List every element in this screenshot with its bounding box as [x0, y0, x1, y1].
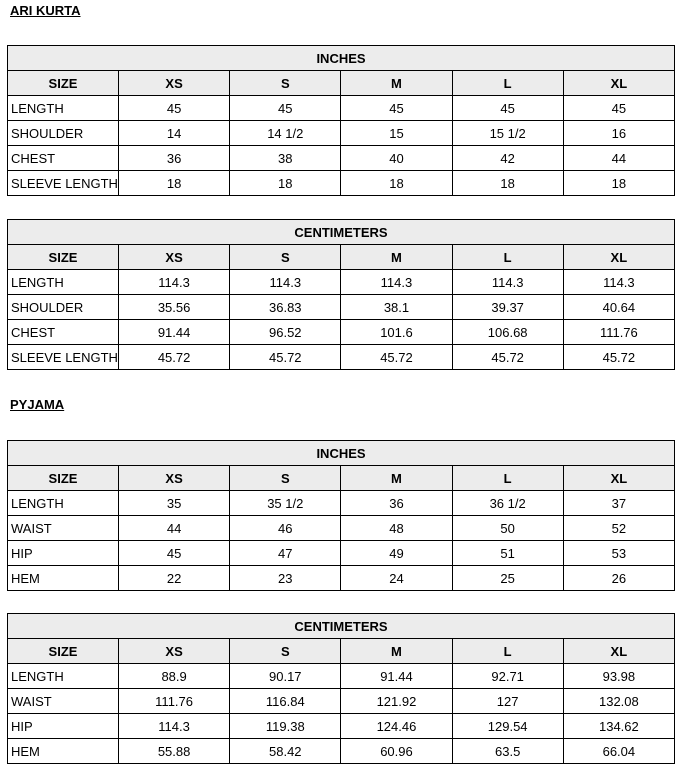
table-cell: 39.37 [452, 295, 563, 320]
table-cell: 45.72 [119, 345, 230, 370]
ari-kurta-inches-table [7, 45, 675, 196]
table-row [8, 566, 675, 591]
column-header-size: SIZE [8, 466, 119, 491]
table-cell: 36.83 [230, 295, 341, 320]
row-label: HEM [8, 739, 119, 764]
pyjama-inches-table [7, 440, 675, 591]
table-cell: 49 [341, 541, 452, 566]
column-header-l: L [452, 71, 563, 96]
table-cell: 18 [452, 171, 563, 196]
table-cell: 16 [563, 121, 674, 146]
table-cell: 55.88 [119, 739, 230, 764]
table-cell: 26 [563, 566, 674, 591]
table-cell: 121.92 [341, 689, 452, 714]
table-cell: 35.56 [119, 295, 230, 320]
table-cell: 134.62 [563, 714, 674, 739]
table-cell: 91.44 [341, 664, 452, 689]
unit-header: INCHES [8, 441, 675, 466]
table-cell: 66.04 [563, 739, 674, 764]
column-header-l: L [452, 639, 563, 664]
table-row [8, 345, 675, 370]
table-cell: 45 [119, 541, 230, 566]
table-cell: 132.08 [563, 689, 674, 714]
unit-header: CENTIMETERS [8, 220, 675, 245]
table-cell: 22 [119, 566, 230, 591]
row-label: LENGTH [8, 270, 119, 295]
column-header-xs: XS [119, 466, 230, 491]
table-cell: 45 [230, 96, 341, 121]
table-cell: 35 [119, 491, 230, 516]
column-header-xl: XL [563, 466, 674, 491]
table-cell: 45.72 [230, 345, 341, 370]
table-cell: 127 [452, 689, 563, 714]
table-cell: 40.64 [563, 295, 674, 320]
column-header-xs: XS [119, 245, 230, 270]
table-cell: 114.3 [341, 270, 452, 295]
table-cell: 48 [341, 516, 452, 541]
table-row [8, 96, 675, 121]
ari-kurta-centimeters-table [7, 219, 675, 370]
row-label: WAIST [8, 689, 119, 714]
column-header-l: L [452, 245, 563, 270]
row-label: HIP [8, 714, 119, 739]
table-cell: 53 [563, 541, 674, 566]
section-title-pyjama: PYJAMA [10, 397, 65, 412]
table-cell: 25 [452, 566, 563, 591]
row-label: SLEEVE LENGTH [8, 171, 119, 196]
column-header-xl: XL [563, 71, 674, 96]
column-header-m: M [341, 639, 452, 664]
table-row [8, 121, 675, 146]
column-header-xs: XS [119, 639, 230, 664]
table-row [8, 689, 675, 714]
row-label: LENGTH [8, 664, 119, 689]
table-cell: 23 [230, 566, 341, 591]
table-cell: 45 [563, 96, 674, 121]
table-cell: 50 [452, 516, 563, 541]
table-cell: 129.54 [452, 714, 563, 739]
table-cell: 52 [563, 516, 674, 541]
table-cell: 51 [452, 541, 563, 566]
row-label: SHOULDER [8, 295, 119, 320]
table-cell: 63.5 [452, 739, 563, 764]
table-cell: 18 [230, 171, 341, 196]
table-row [8, 541, 675, 566]
column-header-m: M [341, 245, 452, 270]
table-cell: 14 1/2 [230, 121, 341, 146]
table-cell: 24 [341, 566, 452, 591]
column-header-m: M [341, 71, 452, 96]
row-label: HIP [8, 541, 119, 566]
table-cell: 18 [341, 171, 452, 196]
table-row [8, 491, 675, 516]
table-cell: 46 [230, 516, 341, 541]
table-cell: 60.96 [341, 739, 452, 764]
unit-header: INCHES [8, 46, 675, 71]
column-header-xs: XS [119, 71, 230, 96]
row-label: WAIST [8, 516, 119, 541]
table-cell: 35 1/2 [230, 491, 341, 516]
table-cell: 90.17 [230, 664, 341, 689]
table-cell: 42 [452, 146, 563, 171]
table-row [8, 146, 675, 171]
table-cell: 45 [119, 96, 230, 121]
table-cell: 124.46 [341, 714, 452, 739]
column-header-s: S [230, 245, 341, 270]
unit-header: CENTIMETERS [8, 614, 675, 639]
table-cell: 44 [563, 146, 674, 171]
table-row [8, 295, 675, 320]
table-cell: 114.3 [452, 270, 563, 295]
table-cell: 15 1/2 [452, 121, 563, 146]
table-cell: 101.6 [341, 320, 452, 345]
table-cell: 40 [341, 146, 452, 171]
row-label: HEM [8, 566, 119, 591]
row-label: LENGTH [8, 96, 119, 121]
table-cell: 36 [119, 146, 230, 171]
column-header-s: S [230, 639, 341, 664]
column-header-xl: XL [563, 639, 674, 664]
column-header-s: S [230, 466, 341, 491]
pyjama-centimeters-table [7, 613, 675, 764]
table-cell: 96.52 [230, 320, 341, 345]
table-row [8, 320, 675, 345]
table-cell: 45.72 [341, 345, 452, 370]
table-row [8, 516, 675, 541]
table-row [8, 171, 675, 196]
table-row [8, 714, 675, 739]
table-cell: 15 [341, 121, 452, 146]
table-cell: 93.98 [563, 664, 674, 689]
row-label: CHEST [8, 146, 119, 171]
table-cell: 111.76 [119, 689, 230, 714]
section-title-ari-kurta: ARI KURTA [10, 3, 81, 18]
table-cell: 38 [230, 146, 341, 171]
table-cell: 91.44 [119, 320, 230, 345]
table-cell: 88.9 [119, 664, 230, 689]
table-cell: 36 1/2 [452, 491, 563, 516]
column-header-xl: XL [563, 245, 674, 270]
table-cell: 114.3 [230, 270, 341, 295]
row-label: CHEST [8, 320, 119, 345]
table-cell: 114.3 [119, 714, 230, 739]
column-header-size: SIZE [8, 245, 119, 270]
table-cell: 111.76 [563, 320, 674, 345]
table-cell: 114.3 [563, 270, 674, 295]
table-cell: 36 [341, 491, 452, 516]
column-header-size: SIZE [8, 639, 119, 664]
table-cell: 114.3 [119, 270, 230, 295]
table-cell: 106.68 [452, 320, 563, 345]
table-row [8, 270, 675, 295]
column-header-s: S [230, 71, 341, 96]
table-cell: 45.72 [563, 345, 674, 370]
table-cell: 18 [563, 171, 674, 196]
table-cell: 44 [119, 516, 230, 541]
table-cell: 119.38 [230, 714, 341, 739]
column-header-m: M [341, 466, 452, 491]
table-row [8, 664, 675, 689]
table-cell: 18 [119, 171, 230, 196]
table-cell: 116.84 [230, 689, 341, 714]
row-label: SHOULDER [8, 121, 119, 146]
column-header-size: SIZE [8, 71, 119, 96]
table-row [8, 739, 675, 764]
table-cell: 92.71 [452, 664, 563, 689]
table-cell: 45 [452, 96, 563, 121]
table-cell: 47 [230, 541, 341, 566]
table-cell: 58.42 [230, 739, 341, 764]
row-label: LENGTH [8, 491, 119, 516]
table-cell: 45 [341, 96, 452, 121]
row-label: SLEEVE LENGTH [8, 345, 119, 370]
table-cell: 45.72 [452, 345, 563, 370]
table-cell: 14 [119, 121, 230, 146]
column-header-l: L [452, 466, 563, 491]
table-cell: 37 [563, 491, 674, 516]
table-cell: 38.1 [341, 295, 452, 320]
